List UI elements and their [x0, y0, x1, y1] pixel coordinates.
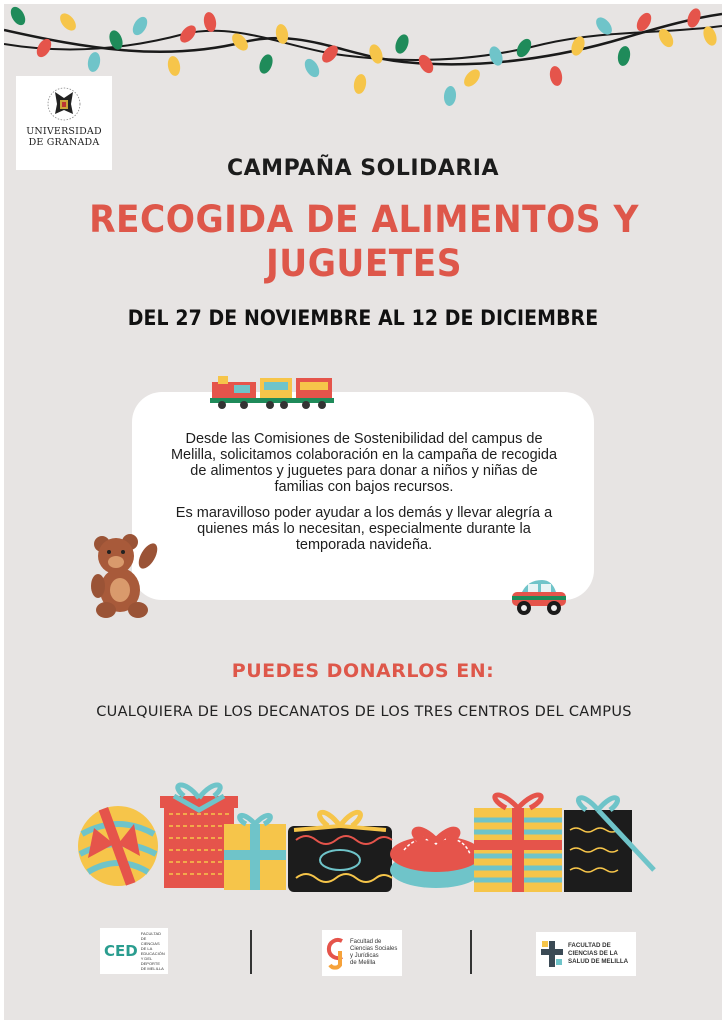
card-paragraph-1: Desde las Comisiones de Sostenibilidad del campus de Melilla, solicitamos colaboración en la campaña de recogida de alimentos y juguetes para donar a niños y niñas de familias con bajos recursos. — [170, 431, 558, 495]
toy-train-illustration — [210, 374, 340, 410]
title-line2: JUGUETES — [266, 242, 462, 285]
social-sciences-faculty-logo — [322, 930, 402, 976]
cs-text-line1: Facultad de — [350, 939, 382, 945]
poster — [4, 4, 722, 1020]
teddy-bear-illustration — [88, 532, 164, 620]
university-name — [26, 126, 102, 148]
gift-black-box — [288, 812, 392, 892]
donate-heading: PUEDES DONARLOS EN: — [231, 660, 495, 682]
info-card — [132, 392, 594, 600]
toy-car-illustration — [508, 578, 568, 620]
cs-text-line2: Ciencias Sociales — [350, 946, 398, 952]
cs-text — [350, 939, 397, 967]
logo-divider — [470, 930, 472, 974]
health-cross-icon — [540, 939, 564, 969]
card-paragraph-2: Es maravilloso poder ayudar a los demás y llevar alegría a quienes más lo necesitan, especialmente durante la temporada navideña. — [175, 505, 553, 553]
gift-yellow-box — [224, 815, 286, 890]
cs-text-line3: y Jurídicas — [350, 953, 379, 959]
ced-faculty-logo — [100, 928, 168, 974]
salud-text-line3: SALUD DE MELILLA — [568, 958, 629, 965]
salud-text — [568, 942, 628, 966]
campaign-kicker: CAMPAÑA SOLIDARIA — [227, 156, 499, 181]
salud-text-line2: CIENCIAS DE LA — [568, 950, 618, 957]
cs-text-line4: de Melilla — [350, 960, 376, 966]
coat-of-arms-icon — [47, 84, 81, 124]
campaign-title — [85, 198, 643, 286]
health-sciences-faculty-logo — [536, 932, 636, 976]
donate-places: CUALQUIERA DE LOS DECANATOS DE LOS TRES CENTROS DEL CAMPUS — [96, 704, 632, 720]
gift-striped-ball — [78, 806, 158, 886]
gift-black-box-2 — [564, 798, 654, 892]
title-line1: RECOGIDA DE ALIMENTOS Y — [89, 198, 639, 241]
university-name-line2: DE GRANADA — [28, 137, 100, 148]
university-name-line1: UNIVERSIDAD — [26, 126, 102, 137]
salud-text-line1: FACULTAD DE — [568, 942, 611, 949]
gift-striped-box — [474, 795, 562, 892]
gift-boxes-illustration — [74, 774, 674, 904]
cs-mark-icon — [326, 935, 348, 971]
ced-text: FACULTAD DE CIENCIAS DE LA EDUCACIÓN Y DEL DEPORTE DE MELILLA — [140, 931, 165, 971]
ced-mark: CED — [104, 942, 138, 960]
gift-teal-box — [390, 831, 482, 888]
campaign-dates: DEL 27 DE NOVIEMBRE AL 12 DE DICIEMBRE — [127, 306, 599, 330]
logo-divider — [250, 930, 252, 974]
